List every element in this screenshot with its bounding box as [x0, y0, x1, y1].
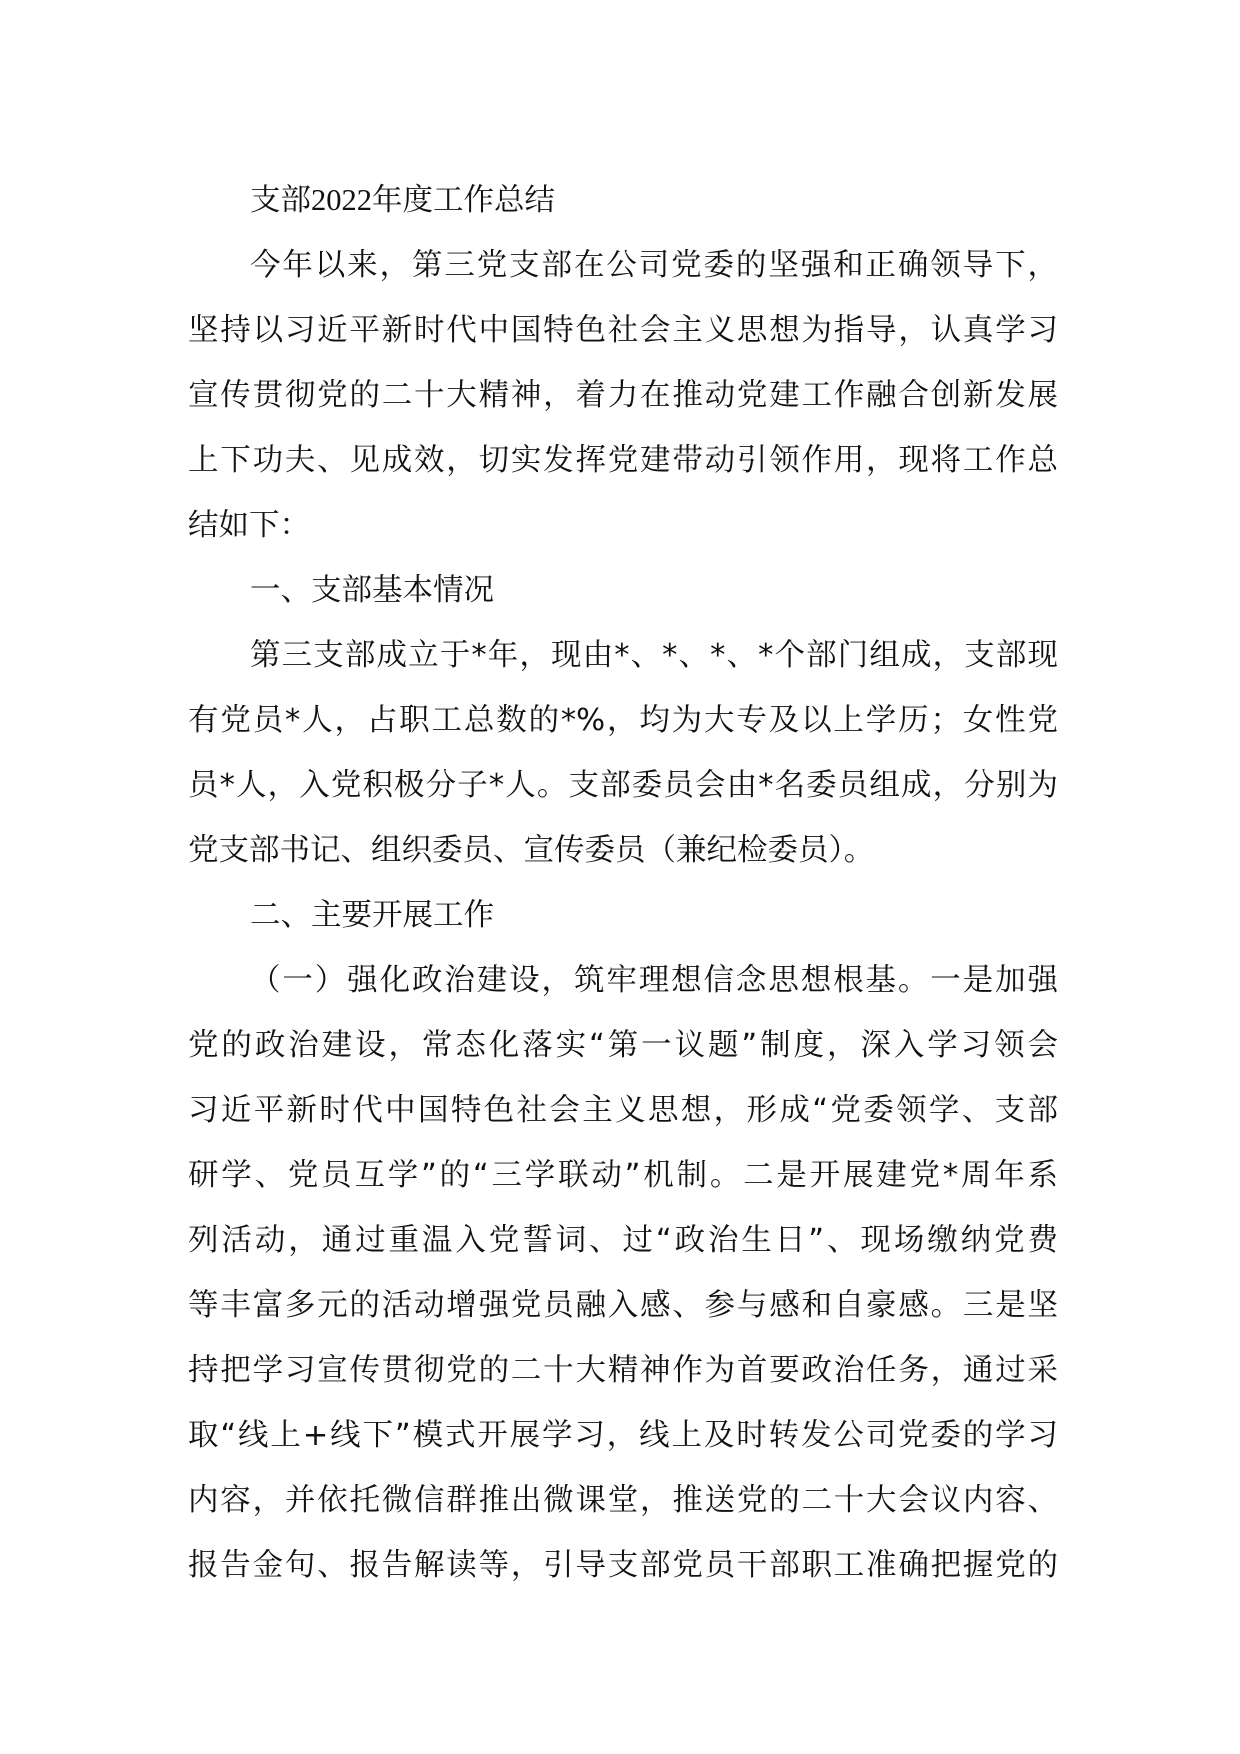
section1-heading: 一、支部基本情况: [250, 573, 494, 608]
intro-line-3: 宣传贯彻党的二十大精神，着力在推动党建工作融合创新发展: [188, 378, 1058, 413]
document-title: 支部2022年度工作总结: [250, 183, 555, 217]
section2-line-1: （一）强化政治建设，筑牢理想信念思想根基。一是加强: [250, 963, 1058, 998]
document-body: [188, 168, 1058, 1598]
section2-line-7: 持把学习宣传贯彻党的二十大精神作为首要政治任务，通过采: [188, 1353, 1058, 1388]
intro-line-4: 上下功夫、见成效，切实发挥党建带动引领作用，现将工作总: [188, 443, 1058, 478]
section2-line-3: 习近平新时代中国特色社会主义思想，形成“党委领学、支部: [188, 1093, 1058, 1128]
intro-line-2: 坚持以习近平新时代中国特色社会主义思想为指导，认真学习: [188, 313, 1058, 348]
section2-line-10: 报告金句、报告解读等，引导支部党员干部职工准确把握党的: [188, 1548, 1058, 1583]
section2-line-5: 列活动，通过重温入党誓词、过“政治生日”、现场缴纳党费: [188, 1223, 1058, 1258]
intro-line-1: 今年以来，第三党支部在公司党委的坚强和正确领导下，: [250, 248, 1058, 283]
intro-line-5: 结如下：: [188, 508, 310, 543]
section2-heading: 二、主要开展工作: [250, 898, 494, 933]
section1-line-2: 有党员*人，占职工总数的*%，均为大专及以上学历；女性党: [188, 703, 1058, 738]
section2-line-2: 党的政治建设，常态化落实“第一议题”制度，深入学习领会: [188, 1028, 1058, 1063]
section2-line-9: 内容，并依托微信群推出微课堂，推送党的二十大会议内容、: [188, 1483, 1058, 1518]
section1-line-4: 党支部书记、组织委员、宣传委员（兼纪检委员）。: [188, 833, 875, 868]
section2-line-6: 等丰富多元的活动增强党员融入感、参与感和自豪感。三是坚: [188, 1288, 1058, 1323]
section2-line-4: 研学、党员互学”的“三学联动”机制。二是开展建党*周年系: [188, 1158, 1058, 1193]
section1-line-1: 第三支部成立于*年，现由*、*、*、*个部门组成，支部现: [250, 638, 1058, 673]
section1-line-3: 员*人，入党积极分子*人。支部委员会由*名委员组成，分别为: [188, 768, 1058, 803]
section2-line-8: 取“线上+线下”模式开展学习，线上及时转发公司党委的学习: [188, 1418, 1058, 1453]
